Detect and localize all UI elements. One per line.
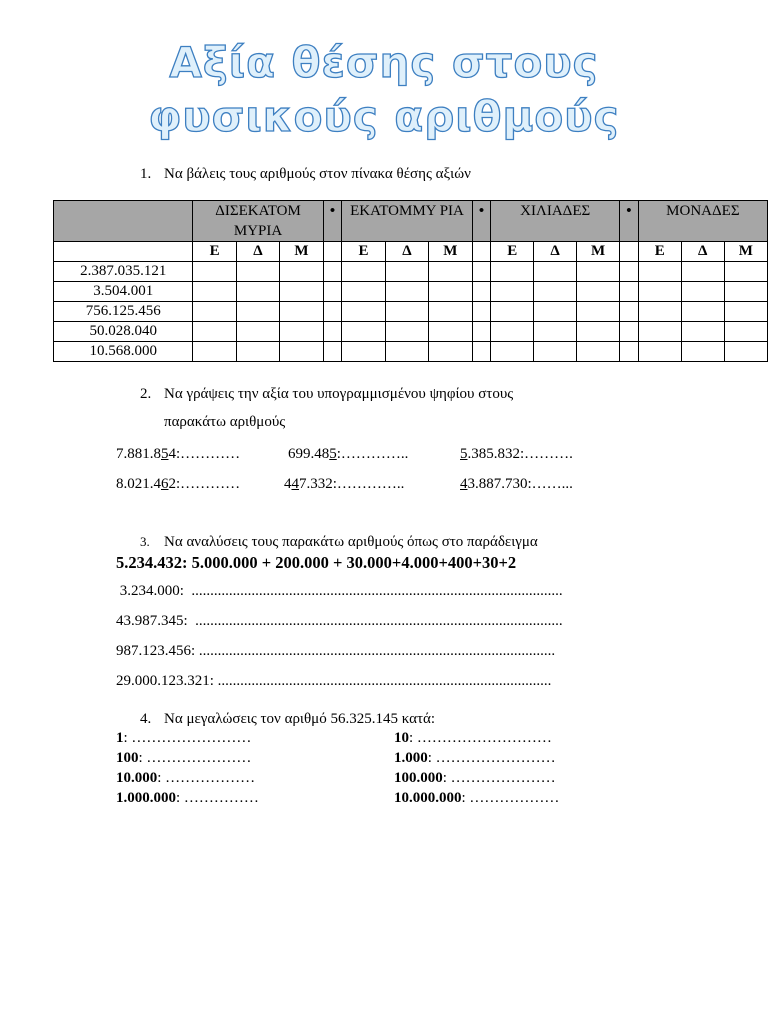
q2-item: 5.385.832:………. xyxy=(460,446,573,462)
q3-example: 5.234.432: 5.000.000 + 200.000 + 30.000+4.000+400+30+2 xyxy=(116,553,517,572)
q1-text: Να βάλεις τους αριθμούς στον πίνακα θέσης αξιών xyxy=(164,166,471,182)
q2-item: 8.021.462:………… xyxy=(116,476,241,492)
header-bullet: • xyxy=(472,201,491,242)
row-number: 3.504.001 xyxy=(54,282,193,302)
sub-header-m: Μ xyxy=(429,242,473,262)
table-row xyxy=(54,262,768,282)
q4-right-item: 10.000.000: ……………… xyxy=(394,790,560,806)
sub-header-d: Δ xyxy=(681,242,724,262)
q2-item: 43.887.730:……... xyxy=(460,476,573,492)
sub-header-e: Ε xyxy=(193,242,236,262)
header-bullet: • xyxy=(620,201,639,242)
q4-number: 4. xyxy=(140,711,152,727)
table-row xyxy=(54,342,768,362)
q2-instruction xyxy=(140,386,513,403)
q4-instruction xyxy=(140,711,435,728)
q4-text: Να μεγαλώσεις τον αριθμό 56.325.145 κατά: xyxy=(164,711,436,727)
worksheet-title-line1: Αξία θέσης στους xyxy=(169,38,599,87)
q4-left-item: 1: …………………… xyxy=(116,730,252,746)
sub-header-m: Μ xyxy=(576,242,619,262)
header-units: ΜΟΝΑΔΕΣ xyxy=(638,201,767,242)
q3-text: Να αναλύσεις τους παρακάτω αριθμούς όπως στο παράδειγμα xyxy=(164,534,538,550)
sub-header-d: Δ xyxy=(236,242,279,262)
table-row xyxy=(54,302,768,322)
header-billions: ΔΙΣΕΚΑΤΟΜ ΜΥΡΙΑ xyxy=(193,201,323,242)
q2-item: 7.881.854:………… xyxy=(116,446,241,462)
sub-header-d: Δ xyxy=(385,242,428,262)
place-value-table xyxy=(53,200,768,362)
q3-item: 43.987.345: .................................................................................................. xyxy=(116,613,563,629)
row-number: 2.387.035.121 xyxy=(54,262,193,282)
row-number: 10.568.000 xyxy=(54,342,193,362)
header-thousands: ΧΙΛΙΑΔΕΣ xyxy=(491,201,620,242)
sub-header-e: Ε xyxy=(491,242,534,262)
q4-right-item: 100.000: ………………… xyxy=(394,770,556,786)
q2-item: 699.485:………….. xyxy=(288,446,409,462)
sub-header-m: Μ xyxy=(724,242,767,262)
q4-left-item: 10.000: ……………… xyxy=(116,770,256,786)
header-bullet: • xyxy=(323,201,342,242)
q4-right-item: 1.000: …………………… xyxy=(394,750,556,766)
header-millions: ΕΚΑΤΟΜΜΥ ΡΙΑ xyxy=(342,201,472,242)
table-row xyxy=(54,322,768,342)
q3-item: 3.234.000: ................................................................................................... xyxy=(116,583,563,599)
worksheet-title-line2: φυσικούς αριθμούς xyxy=(148,92,620,141)
q2-item: 447.332:………….. xyxy=(284,476,405,492)
q3-item: 29.000.123.321: ......................................................................................... xyxy=(116,673,552,689)
sub-header-m: Μ xyxy=(280,242,324,262)
q2-text: Να γράψεις την αξία του υπογραμμισμένου ψηφίου στους xyxy=(164,386,514,402)
sub-header-d: Δ xyxy=(534,242,577,262)
q3-item: 987.123.456: ............................................................................................... xyxy=(116,643,556,659)
row-number: 50.028.040 xyxy=(54,322,193,342)
q4-left-item: 1.000.000: …………… xyxy=(116,790,259,806)
q1-instruction xyxy=(140,166,471,183)
q2-number: 2. xyxy=(140,386,152,402)
q1-number: 1. xyxy=(140,166,152,182)
table-row xyxy=(54,282,768,302)
sub-header-e: Ε xyxy=(342,242,385,262)
q4-left-item: 100: ………………… xyxy=(116,750,252,766)
sub-header-e: Ε xyxy=(638,242,681,262)
q4-right-item: 10: ……………………… xyxy=(394,730,552,746)
row-number: 756.125.456 xyxy=(54,302,193,322)
q3-number: 3. xyxy=(140,534,150,549)
q2-instruction-cont: παρακάτω αριθμούς xyxy=(164,414,286,430)
q3-instruction xyxy=(140,534,538,551)
